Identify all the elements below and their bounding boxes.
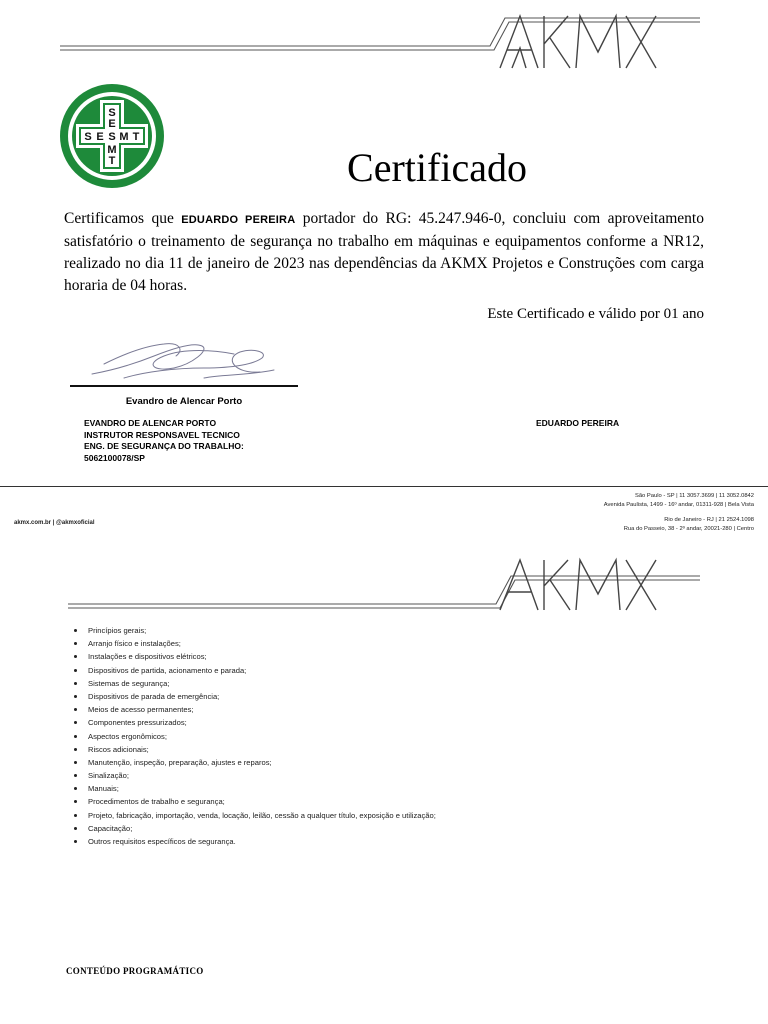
validity-text: Este Certificado e válido por 01 ano: [487, 306, 704, 322]
akmx-logo-text: AKMX: [60, 4, 63, 5]
seal-text: SESMT: [58, 82, 62, 83]
certificate-body: [64, 208, 704, 297]
sp-phone-line: São Paulo - SP | 11 3057.3699 | 11 3052.0842: [634, 493, 754, 499]
instructor-name: EVANDRO DE ALENCAR PORTO: [84, 418, 217, 428]
address-rio: [624, 516, 754, 533]
list-item: Instalações e dispositivos elétricos;: [72, 650, 436, 663]
akmx-logo-bottom: [68, 546, 700, 616]
instructor-title: ENG. DE SEGURANÇA DO TRABALHO:: [84, 441, 244, 451]
list-item: Sistemas de segurança;: [72, 677, 436, 690]
rj-phone-line: Rio de Janeiro - RJ | 21 2524.1098: [664, 517, 754, 523]
svg-text:T: T: [132, 131, 140, 143]
svg-text:S: S: [84, 131, 92, 143]
signature-line: [70, 385, 298, 387]
svg-text:S: S: [108, 107, 116, 119]
website-social: akmx.com.br | @akmxoficial: [14, 520, 95, 526]
svg-text:E: E: [108, 118, 116, 130]
svg-text:E: E: [96, 131, 104, 143]
student-name-inline: EDUARDO PEREIRA: [181, 214, 296, 226]
signature-caption: Evandro de Alencar Porto: [125, 396, 243, 407]
svg-text:M: M: [119, 131, 129, 143]
student-name-signature: EDUARDO PEREIRA: [536, 418, 620, 428]
address-sao-paulo: [604, 492, 754, 509]
instructor-role: INSTRUTOR RESPONSAVEL TECNICO: [84, 429, 240, 440]
certificate-title: Certificado: [347, 145, 527, 190]
instructor-block: [84, 418, 244, 464]
instructor-registration: 5062100078/SP: [84, 452, 145, 463]
rj-address-line: Rua do Passeio, 38 - 2º andar, 20021-280 | Centro: [623, 525, 754, 532]
list-item: Procedimentos de trabalho e segurança;: [72, 795, 436, 808]
footer-divider: [0, 486, 768, 487]
list-item: Manutenção, inspeção, preparação, ajustes e reparos;: [72, 756, 436, 769]
list-item: Princípios gerais;: [72, 624, 436, 637]
list-item: Dispositivos de parada de emergência;: [72, 690, 436, 703]
instructor-signature: [84, 334, 284, 390]
list-item: Aspectos ergonômicos;: [72, 730, 436, 743]
list-item: Riscos adicionais;: [72, 743, 436, 756]
list-item: Meios de acesso permanentes;: [72, 703, 436, 716]
list-item: Outros requisitos específicos de segurança.: [72, 835, 436, 848]
list-item: Manuais;: [72, 782, 436, 795]
list-item: Projeto, fabricação, importação, venda, locação, leilão, cessão a qualquer título, exposição e utilização;: [72, 809, 436, 822]
list-item: Sinalização;: [72, 769, 436, 782]
svg-text:M: M: [107, 144, 117, 156]
list-item: Arranjo físico e instalações;: [72, 637, 436, 650]
list-item: Componentes pressurizados;: [72, 716, 436, 729]
program-heading: CONTEÚDO PROGRAMÁTICO: [66, 966, 204, 976]
body-intro: Certificamos que: [64, 210, 182, 227]
program-list: [72, 624, 436, 848]
akmx-logo-top: [60, 4, 700, 74]
svg-text:T: T: [108, 155, 116, 167]
sp-address-line: Avenida Paulista, 1499 - 16º andar, 01311-928 | Bela Vista: [603, 501, 754, 508]
list-item: Capacitação;: [72, 822, 436, 835]
body-rest: portador do RG: 45.247.946-0, concluiu com aproveitamento satisfatório o treinamento de segurança no trabalho em máquinas e equipamentos conforme a NR12, realizado no dia 11 de janeiro de 2023 nas dependências da AKMX Projetos e Construções com carga horaria de 04 horas.: [64, 210, 704, 294]
svg-text:S: S: [108, 131, 116, 143]
list-item: Dispositivos de partida, acionamento e parada;: [72, 664, 436, 677]
